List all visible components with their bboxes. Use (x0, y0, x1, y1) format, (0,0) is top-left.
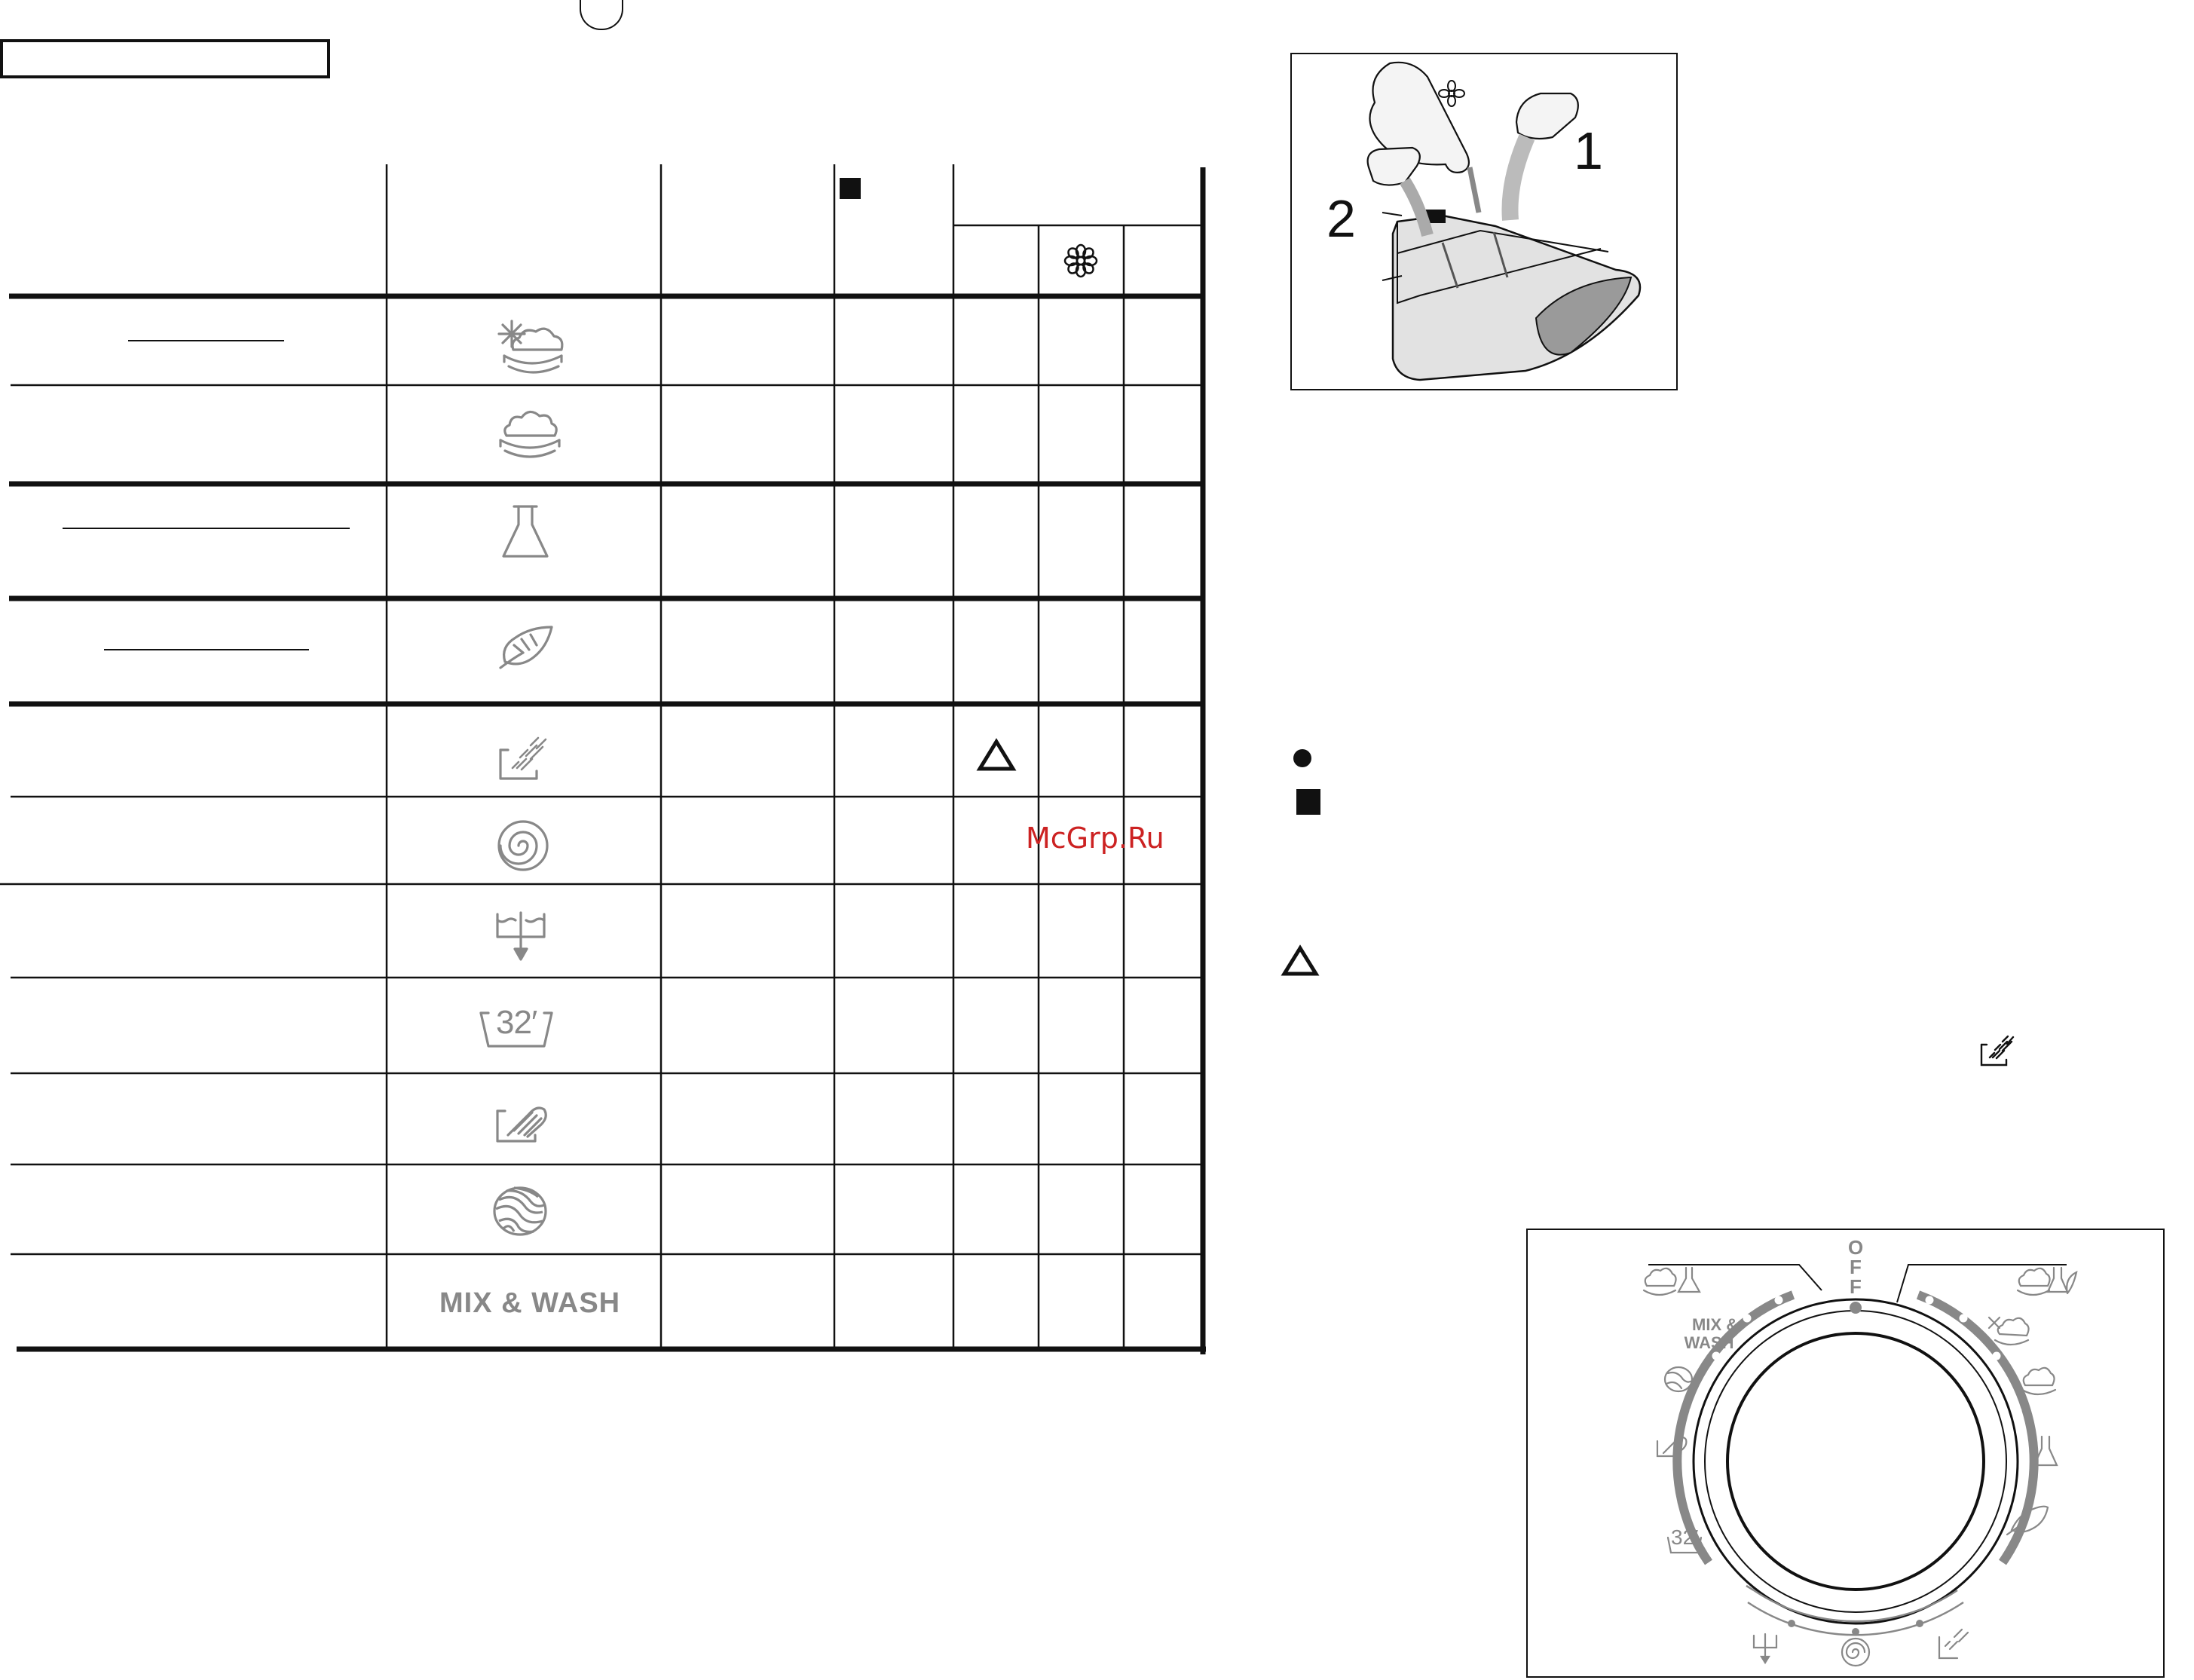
mix-wash-line1: MIX & (1692, 1315, 1739, 1334)
legend-rinse-icon (1979, 1034, 2015, 1067)
watermark: McGrp.Ru (1026, 822, 1164, 855)
synthetics-icon (500, 503, 550, 559)
quick-32-label: 32′ (496, 1004, 537, 1041)
dial-mix-wash-label (1680, 1316, 1738, 1352)
mix-and-wash-label: MIX & WASH (439, 1287, 621, 1319)
program-table (0, 0, 1213, 1357)
drain-icon (494, 910, 547, 961)
delicates-icon (497, 624, 555, 671)
dial-quick-label: 32′ (1671, 1525, 1699, 1549)
prewash-cotton-icon (494, 317, 569, 378)
legend-square (1296, 789, 1320, 815)
wool-icon (491, 1185, 549, 1238)
compartment-2-label: 2 (1326, 189, 1356, 248)
flower-icon (1063, 243, 1098, 278)
legend-dot (1293, 749, 1311, 767)
prewash-square-marker (840, 178, 861, 199)
off-label (1845, 1238, 1866, 1296)
dial-figure (1526, 1229, 2165, 1678)
program-dial (1528, 1230, 2163, 1676)
mix-wash-line2: WASH (1684, 1333, 1734, 1352)
rinse-icon (497, 735, 549, 782)
triangle-marker (977, 739, 1016, 772)
compartment-1-label: 1 (1574, 121, 1603, 180)
spin-icon (496, 819, 550, 873)
cotton-icon (497, 407, 562, 461)
off-label-text: OFF (1848, 1236, 1864, 1298)
quick-32-icon (478, 1002, 555, 1051)
dispenser-figure (1290, 53, 1678, 390)
legend-triangle (1281, 945, 1319, 977)
program-table-grid (0, 0, 1213, 1357)
hand-wash-icon (494, 1094, 550, 1144)
